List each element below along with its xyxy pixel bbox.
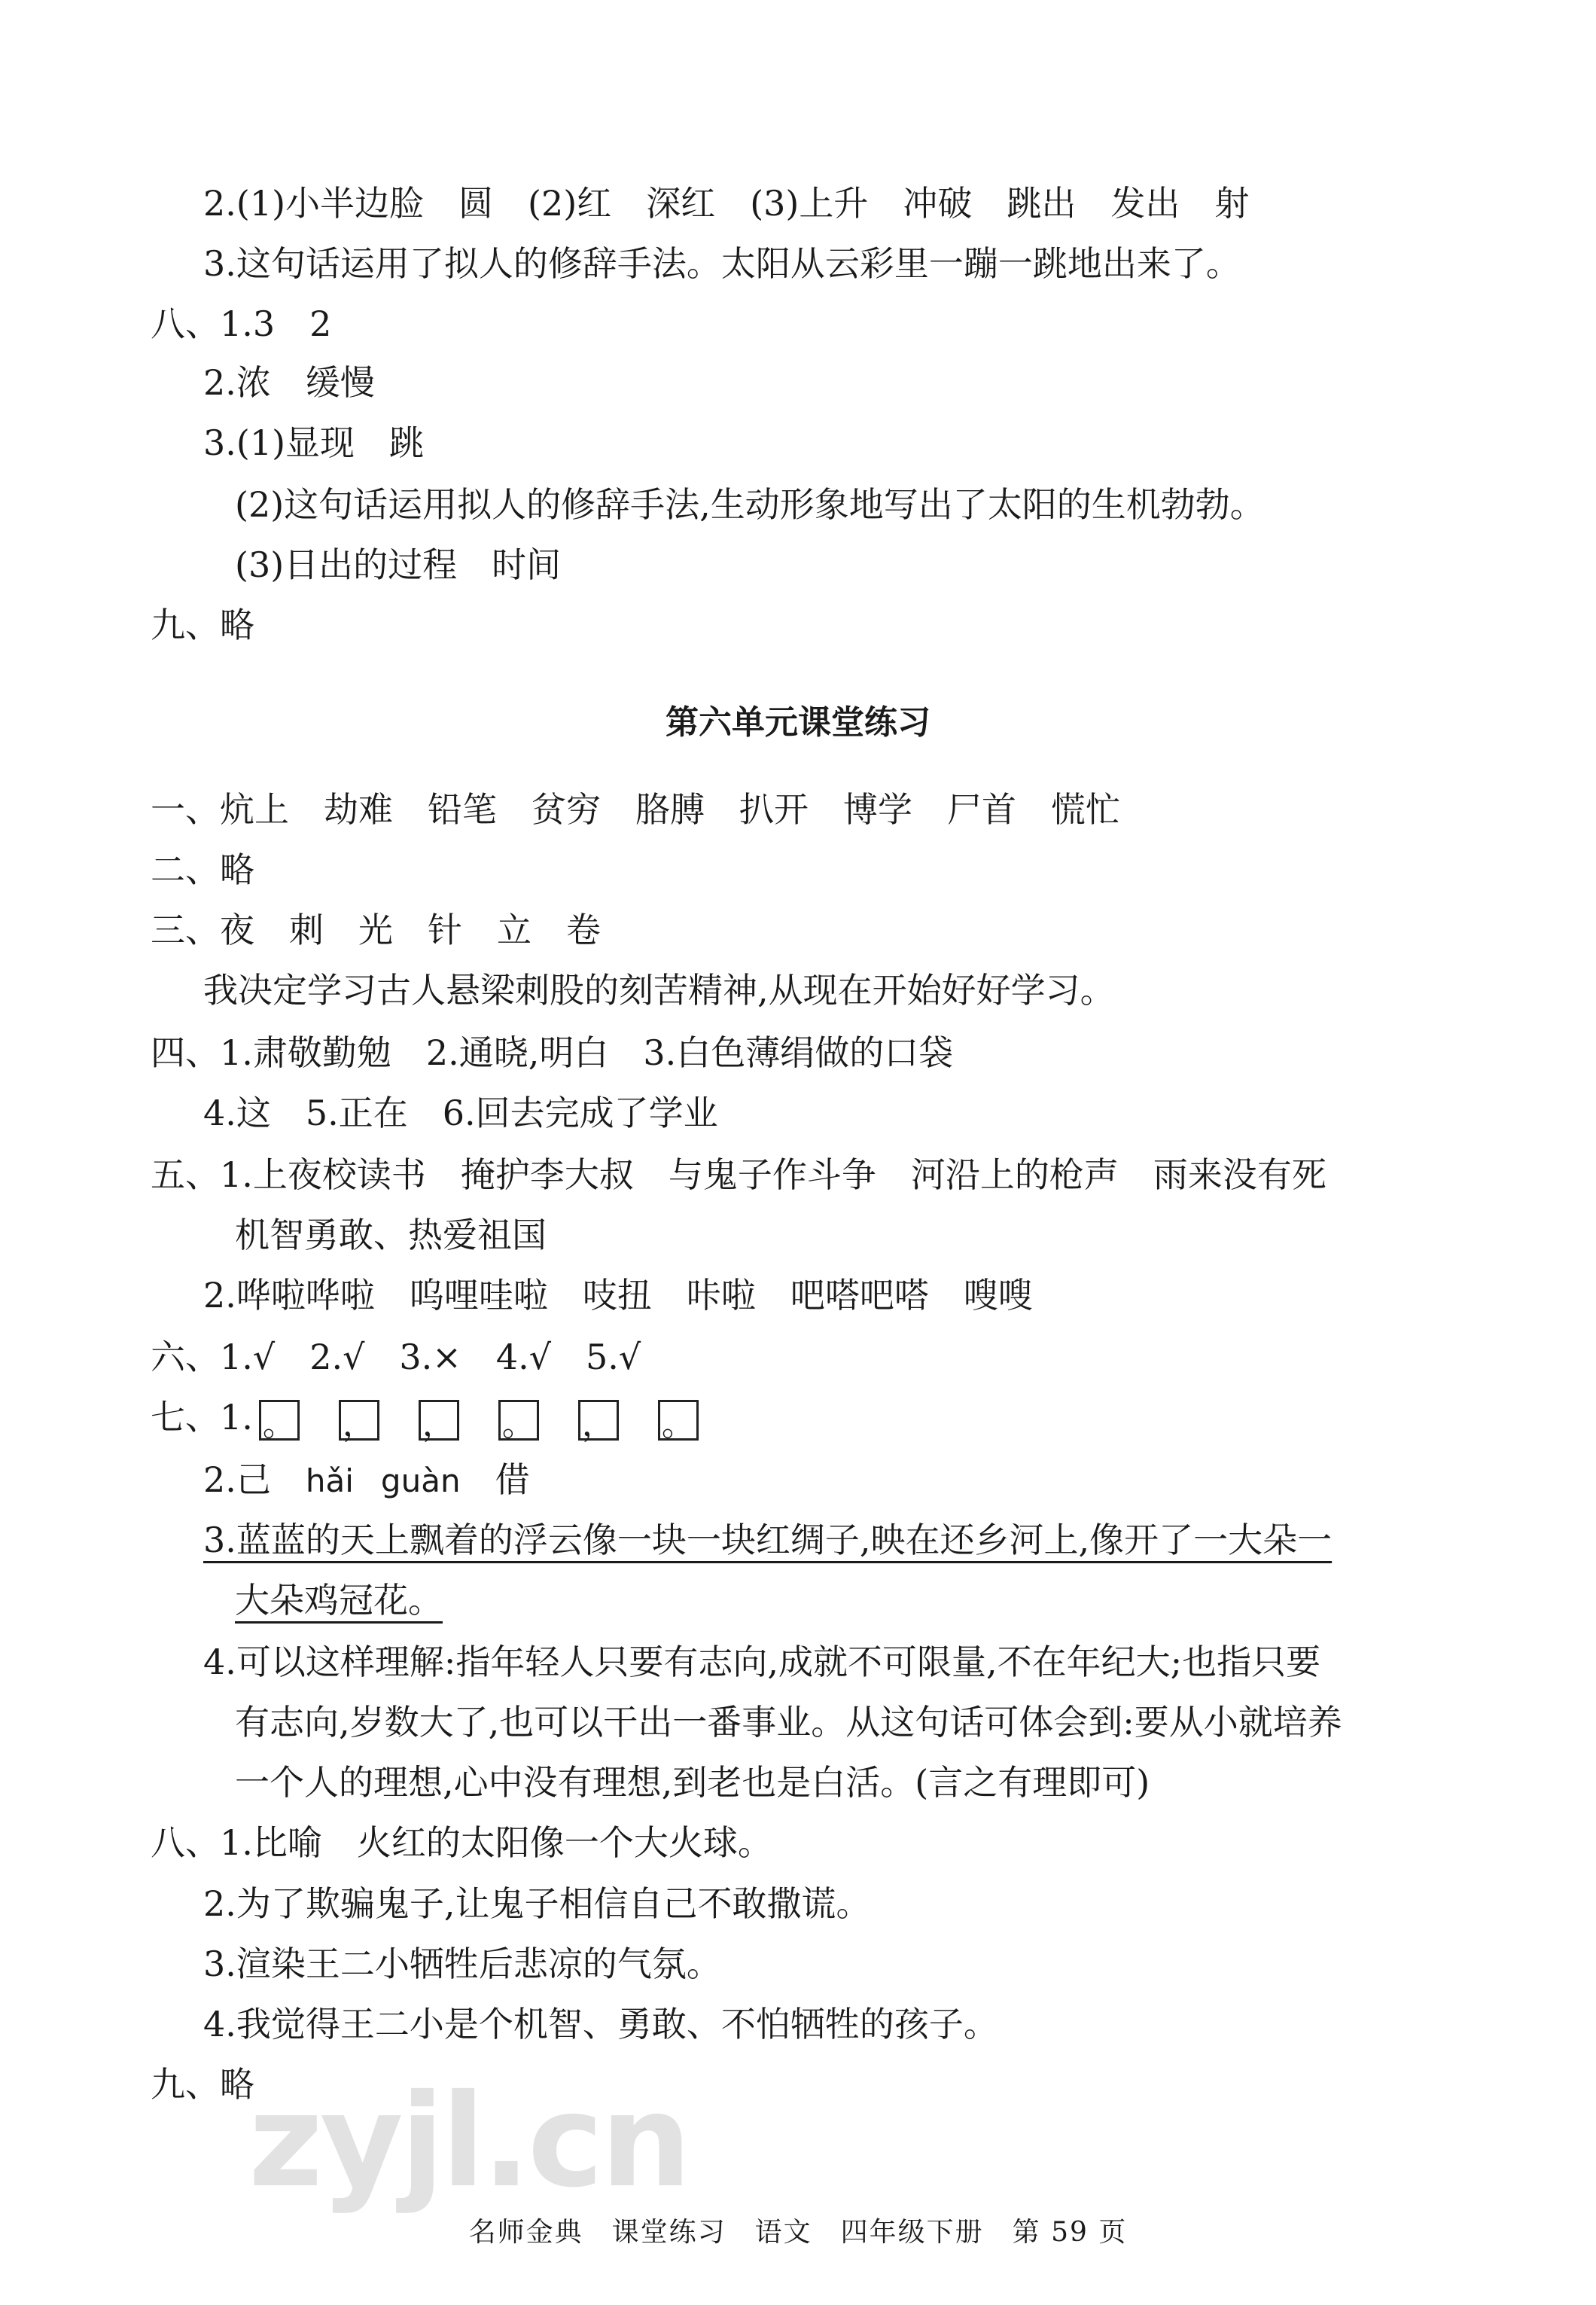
answer-line: 四、1.肃敬勤勉 2.通晓,明白 3.白色薄绢做的口袋: [151, 1032, 954, 1073]
answer-line: 五、1.上夜校读书 掩护李大叔 与鬼子作斗争 河沿上的枪声 雨来没有死: [151, 1154, 1326, 1195]
answer-line: 有志向,岁数大了,也可以干出一番事业。从这句话可体会到:要从小就培养: [235, 1702, 1342, 1742]
section-title: 第六单元课堂练习: [666, 703, 930, 742]
answer-line: 2.为了欺骗鬼子,让鬼子相信自己不敢撒谎。: [203, 1883, 871, 1924]
answer-line: 4.这 5.正在 6.回去完成了学业: [203, 1093, 718, 1133]
answer-line: 4.我觉得王二小是个机智、勇敢、不怕牺牲的孩子。: [203, 2004, 998, 2044]
answer-text: 借: [495, 1459, 530, 1500]
answer-line: (3)日出的过程 时间: [235, 544, 562, 585]
answer-line: 2.(1)小半边脸 圆 (2)红 深红 (3)上升 冲破 跳出 发出 射: [203, 183, 1250, 224]
punctuation-box: ，: [339, 1400, 379, 1441]
answer-text: 2.己: [203, 1459, 271, 1500]
answer-line: 4.可以这样理解:指年轻人只要有志向,成就不可限量,不在年纪大;也指只要: [203, 1642, 1321, 1682]
answer-line: 2.哗啦哗啦 呜哩哇啦 吱扭 咔啦 吧嗒吧嗒 嗖嗖: [203, 1275, 1033, 1316]
answer-line: 九、略: [151, 605, 254, 645]
answer-line: 一个人的理想,心中没有理想,到老也是白活。(言之有理即可): [235, 1762, 1150, 1803]
underlined-answer-line: 大朵鸡冠花。: [235, 1580, 443, 1621]
answer-line: 我决定学习古人悬梁刺股的刻苦精神,从现在开始好好学习。: [203, 970, 1115, 1011]
answer-line: 九、略: [151, 2064, 254, 2105]
answer-line: 机智勇敢、热爱祖国: [235, 1215, 547, 1255]
question-number: 七、1.: [151, 1397, 253, 1438]
answer-line: (2)这句话运用拟人的修辞手法,生动形象地写出了太阳的生机勃勃。: [235, 484, 1265, 525]
page-footer: 名师金典 课堂练习 语文 四年级下册 第 59 页: [468, 2217, 1128, 2248]
answer-line: 六、1.√ 2.√ 3.× 4.√ 5.√: [151, 1337, 641, 1377]
punctuation-answer-line: [151, 1395, 738, 1444]
answer-line: 3.(1)显现 跳: [203, 422, 425, 463]
punctuation-box: 。: [658, 1400, 699, 1441]
underlined-answer-line: 3.蓝蓝的天上飘着的浮云像一块一块红绸子,映在还乡河上,像开了一大朵一: [203, 1520, 1333, 1560]
answer-line: 八、1.比喻 火红的太阳像一个大火球。: [151, 1822, 772, 1863]
punctuation-box: ，: [419, 1400, 459, 1441]
answer-line: 三、夜 刺 光 针 立 卷: [151, 910, 601, 950]
watermark: zyjl.cn: [248, 2067, 689, 2216]
pinyin-text: hǎi: [305, 1462, 354, 1499]
answer-line: 一、炕上 劫难 铅笔 贫穷 胳膊 扒开 博学 尸首 慌忙: [151, 789, 1120, 830]
answer-line: 二、略: [151, 849, 254, 890]
answer-line: 3.渲染王二小牺牲后悲凉的气氛。: [203, 1944, 721, 1984]
punctuation-box: ，: [578, 1400, 619, 1441]
answer-line: 3.这句话运用了拟人的修辞手法。太阳从云彩里一蹦一跳地出来了。: [203, 243, 1241, 284]
pinyin-text: guàn: [380, 1462, 461, 1499]
punctuation-box: 。: [498, 1400, 539, 1441]
pinyin-answer-line: [203, 1457, 530, 1504]
answer-line: 八、1.3 2: [151, 303, 332, 344]
punctuation-box: 。: [259, 1400, 300, 1441]
answer-line: 2.浓 缓慢: [203, 362, 375, 403]
